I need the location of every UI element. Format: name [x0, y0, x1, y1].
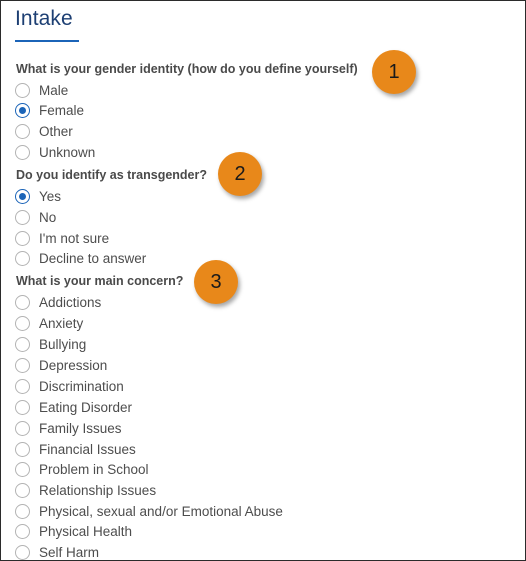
radio-option-label: Financial Issues — [39, 441, 136, 457]
radio-option-no[interactable] — [15, 208, 56, 226]
radio-option-label: Physical, sexual and/or Emotional Abuse — [39, 503, 283, 519]
radio-button-selected[interactable] — [15, 103, 30, 118]
radio-option-decline[interactable] — [15, 249, 146, 267]
radio-button[interactable] — [15, 295, 30, 310]
radio-option-female[interactable] — [15, 101, 84, 119]
radio-option-self-harm[interactable] — [15, 543, 99, 561]
radio-option-label: Relationship Issues — [39, 482, 157, 498]
radio-option-label: Eating Disorder — [39, 399, 133, 415]
radio-option-label: Male — [39, 82, 69, 98]
radio-option-label: No — [39, 209, 57, 225]
radio-option-anxiety[interactable] — [15, 314, 83, 332]
radio-button[interactable] — [15, 400, 30, 415]
radio-button[interactable] — [15, 545, 30, 560]
radio-option-family-issues[interactable] — [15, 419, 122, 437]
page-title: Intake — [15, 7, 73, 30]
radio-option-problem-in-school[interactable] — [15, 460, 149, 478]
radio-option-label: Self Harm — [39, 544, 100, 560]
radio-button[interactable] — [15, 251, 30, 266]
radio-option-label: Other — [39, 123, 73, 139]
radio-option-other[interactable] — [15, 122, 73, 140]
radio-option-male[interactable] — [15, 81, 68, 99]
radio-option-label: Problem in School — [39, 461, 149, 477]
radio-option-depression[interactable] — [15, 356, 107, 374]
radio-option-addictions[interactable] — [15, 293, 101, 311]
radio-button[interactable] — [15, 358, 30, 373]
radio-option-label: Family Issues — [39, 420, 122, 436]
radio-option-label: I'm not sure — [39, 230, 110, 246]
radio-option-unknown[interactable] — [15, 143, 95, 161]
radio-option-financial-issues[interactable] — [15, 440, 136, 458]
radio-button[interactable] — [15, 421, 30, 436]
radio-button-selected[interactable] — [15, 189, 30, 204]
radio-button[interactable] — [15, 442, 30, 457]
radio-option-label: Yes — [39, 188, 62, 204]
radio-button[interactable] — [15, 124, 30, 139]
radio-button[interactable] — [15, 83, 30, 98]
radio-button[interactable] — [15, 504, 30, 519]
radio-button[interactable] — [15, 210, 30, 225]
radio-option-abuse[interactable] — [15, 502, 283, 520]
radio-option-label: Physical Health — [39, 523, 133, 539]
radio-button[interactable] — [15, 337, 30, 352]
callout-badge-1: 1 — [372, 50, 416, 94]
callout-badge-3: 3 — [194, 260, 238, 304]
radio-option-discrimination[interactable] — [15, 377, 124, 395]
question-transgender-label: Do you identify as transgender? — [16, 168, 208, 182]
radio-option-label: Bullying — [39, 336, 87, 352]
radio-option-bullying[interactable] — [15, 335, 86, 353]
radio-option-label: Addictions — [39, 294, 102, 310]
title-underline — [15, 40, 79, 42]
radio-option-label: Depression — [39, 357, 108, 373]
radio-option-label: Female — [39, 102, 85, 118]
radio-button[interactable] — [15, 524, 30, 539]
radio-button[interactable] — [15, 316, 30, 331]
radio-option-eating-disorder[interactable] — [15, 398, 132, 416]
radio-option-label: Discrimination — [39, 378, 124, 394]
radio-option-physical-health[interactable] — [15, 522, 132, 540]
radio-button[interactable] — [15, 462, 30, 477]
radio-option-label: Decline to answer — [39, 250, 147, 266]
radio-option-label: Unknown — [39, 144, 96, 160]
radio-option-relationship-issues[interactable] — [15, 481, 156, 499]
radio-option-not-sure[interactable] — [15, 229, 109, 247]
radio-button[interactable] — [15, 145, 30, 160]
radio-option-yes[interactable] — [15, 187, 61, 205]
radio-option-label: Anxiety — [39, 315, 84, 331]
question-gender-identity-label: What is your gender identity (how do you define yourself) — [16, 62, 358, 76]
radio-button[interactable] — [15, 483, 30, 498]
radio-button[interactable] — [15, 379, 30, 394]
radio-button[interactable] — [15, 231, 30, 246]
question-main-concern-label: What is your main concern? — [16, 274, 184, 288]
callout-badge-2: 2 — [218, 152, 262, 196]
